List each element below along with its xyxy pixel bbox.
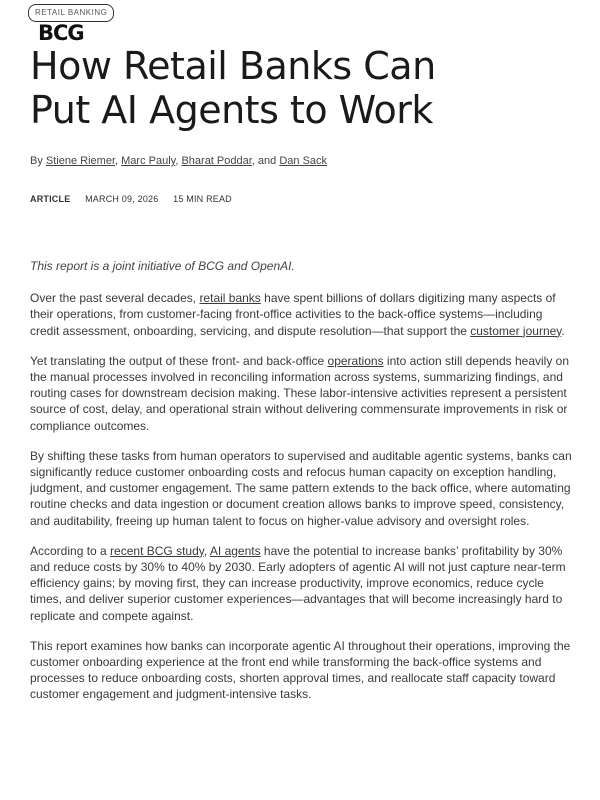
author-link[interactable]: Marc Pauly [121, 155, 176, 167]
article-meta [30, 194, 244, 204]
paragraph-5: This report examines how banks can incorporate agentic AI throughout their operations, improving the customer onboarding experience at the front end while transforming the back-office systems and processes to reduce onboarding costs, shorten approval times, and reallocate staff capacity toward customer engagement and judgment-intensive tasks. [30, 638, 571, 702]
text-run: Over the past several decades, [30, 291, 200, 306]
title-line-1: How Retail Banks Can [30, 44, 436, 88]
text-run: According to a [30, 543, 111, 558]
text-run: have spent billions of dollars digitizing many aspects of their operations, from customer-facing front-office activities to the back-office systems—including credit assessment, onboarding, servicing, and dispute resolution—that support the [30, 291, 556, 338]
text-run: have the potential to increase banks’ profitability by 30% and reduce costs by 30% to 40% by 2030. Early adopters of agentic AI will not just capture near-term efficiency gains; by moving first, they can increase productivity, improve economics, reduce cycle times, and deliver superior customer experiences—advantages that will become increasingly hard to replicate and compete against. [30, 543, 566, 623]
text-run: into action still depends heavily on the manual processes involved in reconciling information across systems, summarizing findings, and routing cases for downstream decision making. These labor-intensive activities represent a persistent source of cost, delay, and operational strain without delivering commensurate improvements in risk or compliance outcomes. [30, 353, 570, 433]
byline-separator: , and [251, 155, 280, 167]
paragraph-1 [30, 290, 572, 339]
operations-link[interactable]: operations [327, 353, 384, 368]
bcg-logo[interactable]: BCG [38, 21, 84, 45]
retail-banks-link[interactable]: retail banks [199, 291, 261, 306]
author-link[interactable]: Dan Sack [279, 155, 328, 167]
author-link[interactable]: Bharat Poddar [181, 155, 252, 167]
paragraph-4 [30, 543, 572, 624]
article-type: ARTICLE [30, 194, 71, 204]
publish-date: MARCH 09, 2026 [85, 194, 159, 204]
byline [30, 155, 570, 167]
article-title [30, 44, 570, 132]
text-run: , [203, 543, 210, 558]
read-time: 15 MIN READ [173, 194, 232, 204]
intro-note: This report is a joint initiative of BCG and OpenAI. [30, 259, 295, 273]
byline-prefix: By [30, 155, 46, 167]
text-run: Yet translating the output of these front- and back-office [30, 353, 328, 368]
title-line-2: Put AI Agents to Work [30, 88, 433, 132]
text-run: . [561, 323, 565, 338]
author-link[interactable]: Stiene Riemer [45, 155, 115, 167]
customer-journey-link[interactable]: customer journey [470, 323, 562, 338]
ai-agents-link[interactable]: AI agents [209, 543, 261, 558]
bcg-study-link[interactable]: recent BCG study [110, 543, 204, 558]
article-body [30, 258, 572, 717]
paragraph-2 [30, 353, 572, 434]
byline-separator: , [115, 155, 122, 167]
byline-separator: , [175, 155, 182, 167]
category-tag[interactable]: RETAIL BANKING [28, 4, 114, 22]
paragraph-3: By shifting these tasks from human operators to supervised and auditable agentic systems, banks can significantly reduce customer onboarding costs and refocus human capacity on exception handling, judgment, and customer engagement. The same pattern extends to the back office, where automating routine checks and data ingestion or document creation allows banks to improve speed, consistency, and auditability, freeing up human talent to focus on higher-value advisory and oversight roles. [30, 448, 572, 528]
